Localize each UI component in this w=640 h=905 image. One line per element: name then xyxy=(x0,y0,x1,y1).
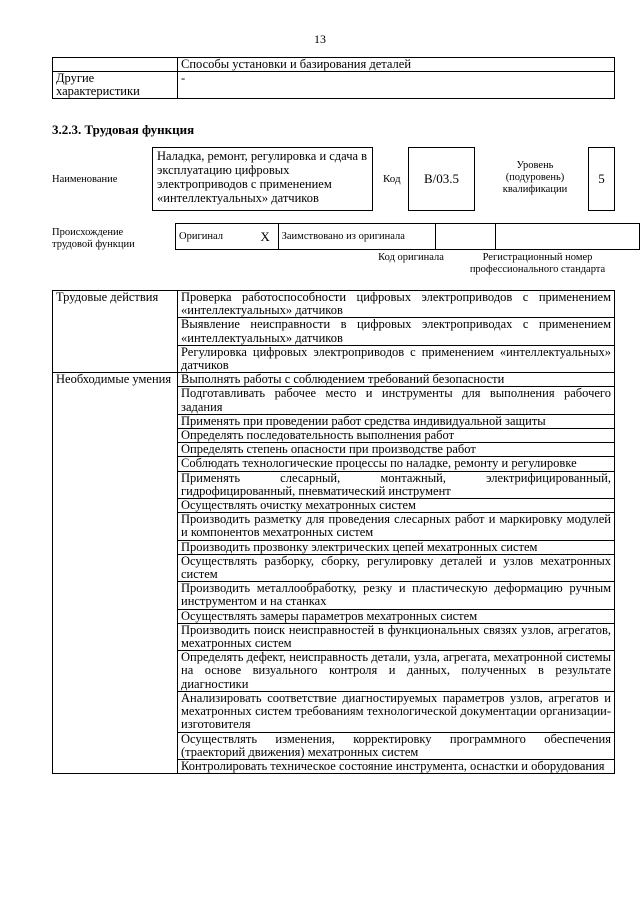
skills-item: Производить поиск неисправностей в функциональных связях узлов, агрегатов, мехатронных систем xyxy=(178,623,615,650)
skills-item: Осуществлять изменения, корректировку программного обеспечения (траекторий движения) мехатронных систем xyxy=(178,732,615,759)
original-code-cell xyxy=(435,224,495,250)
page-number: 13 xyxy=(314,32,326,46)
table-cell: Способы установки и базирования деталей xyxy=(178,58,615,72)
labor_actions-item: Регулировка цифровых электроприводов с применением «интеллектуальных» датчиков xyxy=(178,345,615,372)
skills-item: Осуществлять разборку, сборку, регулировку деталей и узлов мехатронных систем xyxy=(178,554,615,581)
skills-item: Анализировать соответствие диагностируемых параметров узлов, агрегатов и мехатронных систем требованиям технологической документации организации-изготовителя xyxy=(178,691,615,732)
labor_actions-label: Трудовые действия xyxy=(53,291,178,373)
skills-item: Определять последовательность выполнения работ xyxy=(178,429,615,443)
skills-label: Необходимые умения xyxy=(53,373,178,774)
table-cell: - xyxy=(178,72,615,99)
table-cell: Другие характеристики xyxy=(53,72,178,99)
table-cell xyxy=(53,58,178,72)
code-label: Код xyxy=(383,173,401,185)
labor_actions-item: Проверка работоспособности цифровых электроприводов с применением «интеллектуальных» датчиков xyxy=(178,291,615,318)
table-row xyxy=(53,72,615,99)
level-label: Уровень (подуровень) квалификации xyxy=(502,160,568,195)
reg-caption: Регистрационный номер профессионального стандарта xyxy=(469,252,606,275)
name-label: Наименование xyxy=(52,174,118,185)
origin-table xyxy=(175,223,640,250)
top-table xyxy=(52,57,615,99)
reg-number-cell xyxy=(495,224,639,250)
section-title: 3.2.3. Трудовая функция xyxy=(52,122,195,137)
skills-item: Выполнять работы с соблюдением требований безопасности xyxy=(178,373,615,387)
function-name: Наладка, ремонт, регулировка и сдача в эксплуатацию цифровых электроприводов с применением «интеллектуальных» датчиков xyxy=(152,147,373,211)
code-caption: Код оригинала xyxy=(378,252,444,263)
table-row xyxy=(53,58,615,72)
skills-item: Применять слесарный, монтажный, электрифицированный, гидрофицированный, пневматический инструмент xyxy=(178,471,615,498)
skills-item: Применять при проведении работ средства индивидуальной защиты xyxy=(178,414,615,428)
skills-item: Производить металлообработку, резку и пластическую деформацию ручным инструментом и на станках xyxy=(178,582,615,609)
skills-item: Определять степень опасности при производстве работ xyxy=(178,443,615,457)
borrowed-label: Заимствовано из оригинала xyxy=(278,224,435,250)
function-code: B/03.5 xyxy=(408,147,475,211)
skills-item: Соблюдать технологические процессы по наладке, ремонту и регулировке xyxy=(178,457,615,471)
skills-item: Подготавливать рабочее место и инструменты для выполнения рабочего задания xyxy=(178,387,615,414)
skills-item: Осуществлять очистку мехатронных систем xyxy=(178,499,615,513)
main-table xyxy=(52,290,615,774)
labor_actions-item: Выявление неисправности в цифровых электроприводах с применением «интеллектуальных» датчиков xyxy=(178,318,615,345)
skills-item: Производить прозвонку электрических цепей мехатронных систем xyxy=(178,540,615,554)
original-label: Оригинал xyxy=(176,224,253,250)
table-row xyxy=(176,224,640,250)
qualification-level: 5 xyxy=(588,147,615,211)
origin-label: Происхождение трудовой функции xyxy=(52,227,135,250)
skills-item: Производить разметку для проведения слесарных работ и маркировку модулей и компонентов мехатронных систем xyxy=(178,513,615,540)
skills-item: Определять дефект, неисправность детали, узла, агрегата, мехатронной системы на основе визуального контроля и данных, полученных в результате диагностики xyxy=(178,651,615,692)
skills-item: Контролировать техническое состояние инструмента, оснастки и оборудования xyxy=(178,759,615,773)
skills-item: Осуществлять замеры параметров мехатронных систем xyxy=(178,609,615,623)
original-mark: X xyxy=(253,224,279,250)
table-row xyxy=(53,291,615,318)
table-row xyxy=(53,373,615,387)
